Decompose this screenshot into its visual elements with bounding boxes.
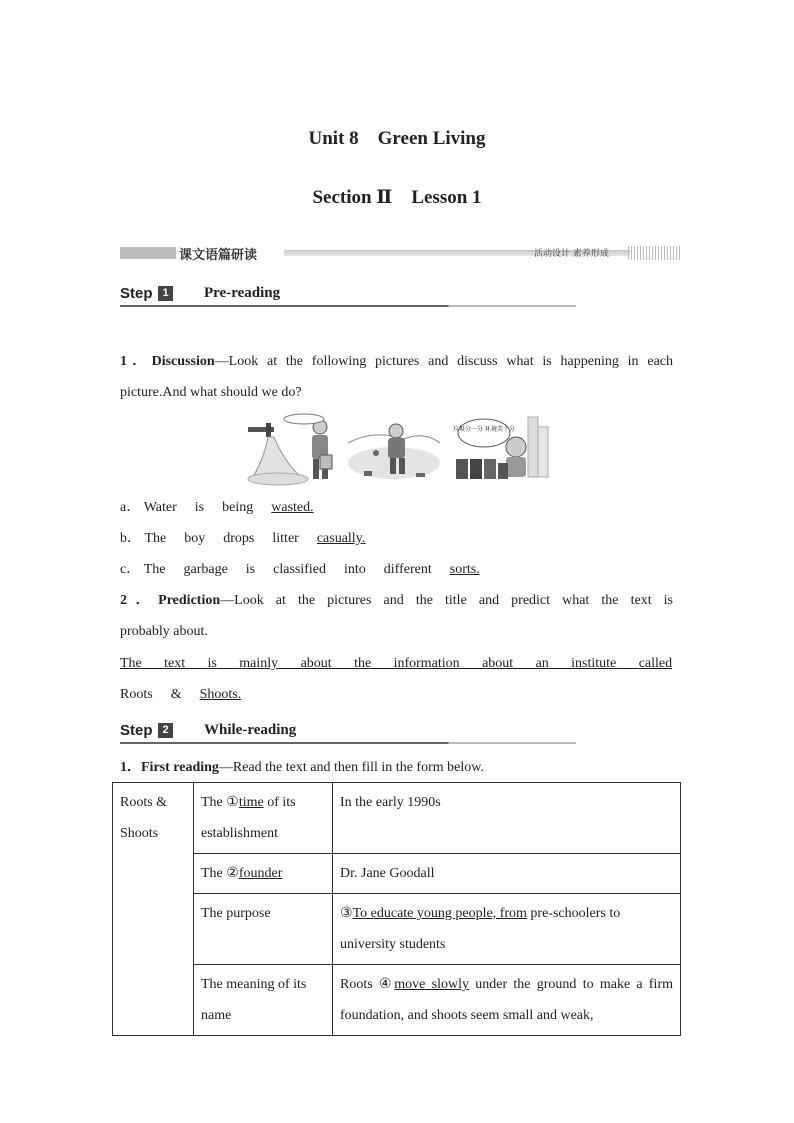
- label-text: of its establishment: [201, 795, 296, 841]
- answer-word: text: [164, 656, 186, 671]
- blank-number: ①: [226, 795, 239, 810]
- step-name: While-reading: [204, 722, 297, 738]
- step-number: 1: [158, 286, 173, 301]
- answer-word: sorts.: [449, 562, 480, 577]
- answer-word: is: [194, 500, 205, 515]
- answer-word: is: [245, 562, 256, 577]
- label-text: The purpose: [201, 906, 271, 921]
- answer-word: Shoots.: [199, 687, 242, 702]
- answer-word: classified: [273, 562, 327, 577]
- answer-text: [144, 562, 480, 577]
- answer-word: is: [207, 656, 217, 671]
- answer-word: called: [638, 656, 673, 671]
- discussion-pictures: [244, 413, 550, 487]
- first-reading-line: [120, 752, 673, 783]
- banner-label: 课文语篇研读: [179, 248, 258, 263]
- value-text: Dr. Jane Goodall: [340, 866, 435, 881]
- blank-number: ②: [226, 866, 239, 881]
- discussion-text: —Look at the following pictures and discuss what is happening in each: [214, 354, 673, 369]
- step-number: 2: [158, 723, 173, 738]
- value-text: pre-schoolers to university students: [340, 906, 621, 952]
- discussion-heading: Discussion: [151, 354, 215, 369]
- value-cell: [333, 894, 681, 965]
- banner-bar-left: [120, 247, 176, 259]
- section-title: Section Ⅱ Lesson 1: [312, 187, 482, 208]
- litter-picture: [348, 424, 440, 479]
- blank-answer: time: [238, 795, 264, 810]
- answer-word: into: [344, 562, 366, 577]
- answer-word: casually.: [316, 531, 366, 546]
- speech-bubble-text: 垃圾分一分 环境美十分: [453, 426, 515, 433]
- label-cell: [194, 894, 333, 965]
- answer-word: wasted.: [271, 500, 314, 515]
- row-header-cell: [113, 783, 194, 1036]
- answer-word: &: [170, 687, 182, 702]
- garbage-sorting-picture: [453, 417, 548, 479]
- answer-word: litter: [272, 531, 299, 546]
- blank-number: ③: [340, 906, 353, 921]
- answer-word: being: [222, 500, 254, 515]
- first-reading-text: —Read the text and then fill in the form below.: [218, 760, 484, 775]
- label-text: The meaning of its name: [201, 977, 307, 1023]
- blank-answer: founder: [238, 866, 283, 881]
- step-1-header: [120, 285, 576, 307]
- section-banner: [120, 244, 680, 262]
- value-cell: [333, 783, 681, 854]
- discussion-line-1: [120, 346, 673, 377]
- answer-a: [120, 498, 676, 518]
- answer-letter: c．: [120, 562, 141, 577]
- table-row: [113, 965, 681, 1036]
- prediction-text: —Look at the pictures and the title and predict what the text is: [220, 593, 674, 608]
- answer-word: institute: [571, 656, 617, 671]
- answer-c: [120, 560, 676, 580]
- step-name: Pre-reading: [204, 285, 281, 301]
- table-row: [113, 783, 681, 854]
- discussion-line-2: picture.And what should we do?: [120, 385, 302, 400]
- answer-letter: a．: [120, 500, 141, 515]
- answer-word: boy: [184, 531, 206, 546]
- value-text: In the early 1990s: [340, 795, 441, 810]
- answer-word: garbage: [183, 562, 228, 577]
- label-cell: [194, 783, 333, 854]
- banner-stripes: [628, 246, 680, 260]
- blank-answer: To educate young people, from: [352, 906, 527, 921]
- answer-word: information: [393, 656, 460, 671]
- label-text: The: [201, 795, 227, 810]
- step-tag: Step: [120, 722, 153, 739]
- answer-word: about: [300, 656, 332, 671]
- answer-word: The: [144, 531, 167, 546]
- table-row: [113, 854, 681, 894]
- step-rule: [120, 305, 576, 307]
- step-rule: [120, 742, 576, 744]
- prediction-line-1: [120, 585, 673, 616]
- answer-b: [120, 529, 676, 549]
- label-cell: [194, 854, 333, 894]
- value-text: Roots: [340, 977, 379, 992]
- answer-word: the: [354, 656, 372, 671]
- discussion-number: 1．: [120, 354, 152, 369]
- step-2-header: [120, 722, 576, 744]
- first-reading-heading: First reading: [141, 760, 219, 775]
- label-text: The: [201, 866, 227, 881]
- banner-right-text: 活动设计 素养形成: [534, 249, 609, 259]
- first-reading-number: 1．: [120, 760, 141, 775]
- step-tag: Step: [120, 285, 153, 302]
- answer-text: [145, 531, 366, 546]
- answer-word: an: [535, 656, 549, 671]
- answer-word: Water: [143, 500, 177, 515]
- answer-word: about: [482, 656, 514, 671]
- value-cell: [333, 854, 681, 894]
- answer-word: The: [120, 656, 142, 671]
- tap-water-picture: [248, 414, 332, 485]
- answer-word: The: [143, 562, 166, 577]
- value-cell: [333, 965, 681, 1036]
- answer-word: Roots: [120, 687, 153, 702]
- prediction-line-2: probably about.: [120, 624, 208, 639]
- answer-word: mainly: [239, 656, 279, 671]
- reading-form-table: [112, 782, 681, 1036]
- row-header-text: Roots & Shoots: [120, 795, 168, 841]
- blank-number: ④: [378, 977, 395, 992]
- blank-answer: move slowly: [394, 977, 469, 992]
- prediction-number: 2．: [120, 593, 159, 608]
- prediction-heading: Prediction: [158, 593, 221, 608]
- label-cell: [194, 965, 333, 1036]
- answer-text: [144, 500, 314, 515]
- table-row: [113, 894, 681, 965]
- answer-word: drops: [223, 531, 255, 546]
- prediction-answer-line-1: [120, 654, 672, 674]
- page-title: Unit 8 Green Living: [308, 128, 486, 149]
- answer-word: different: [383, 562, 432, 577]
- value-text: under the ground to make a firm foundation, and shoots seem small and weak,: [340, 977, 674, 1023]
- prediction-answer-line-2: [120, 685, 676, 705]
- answer-letter: b．: [120, 531, 141, 546]
